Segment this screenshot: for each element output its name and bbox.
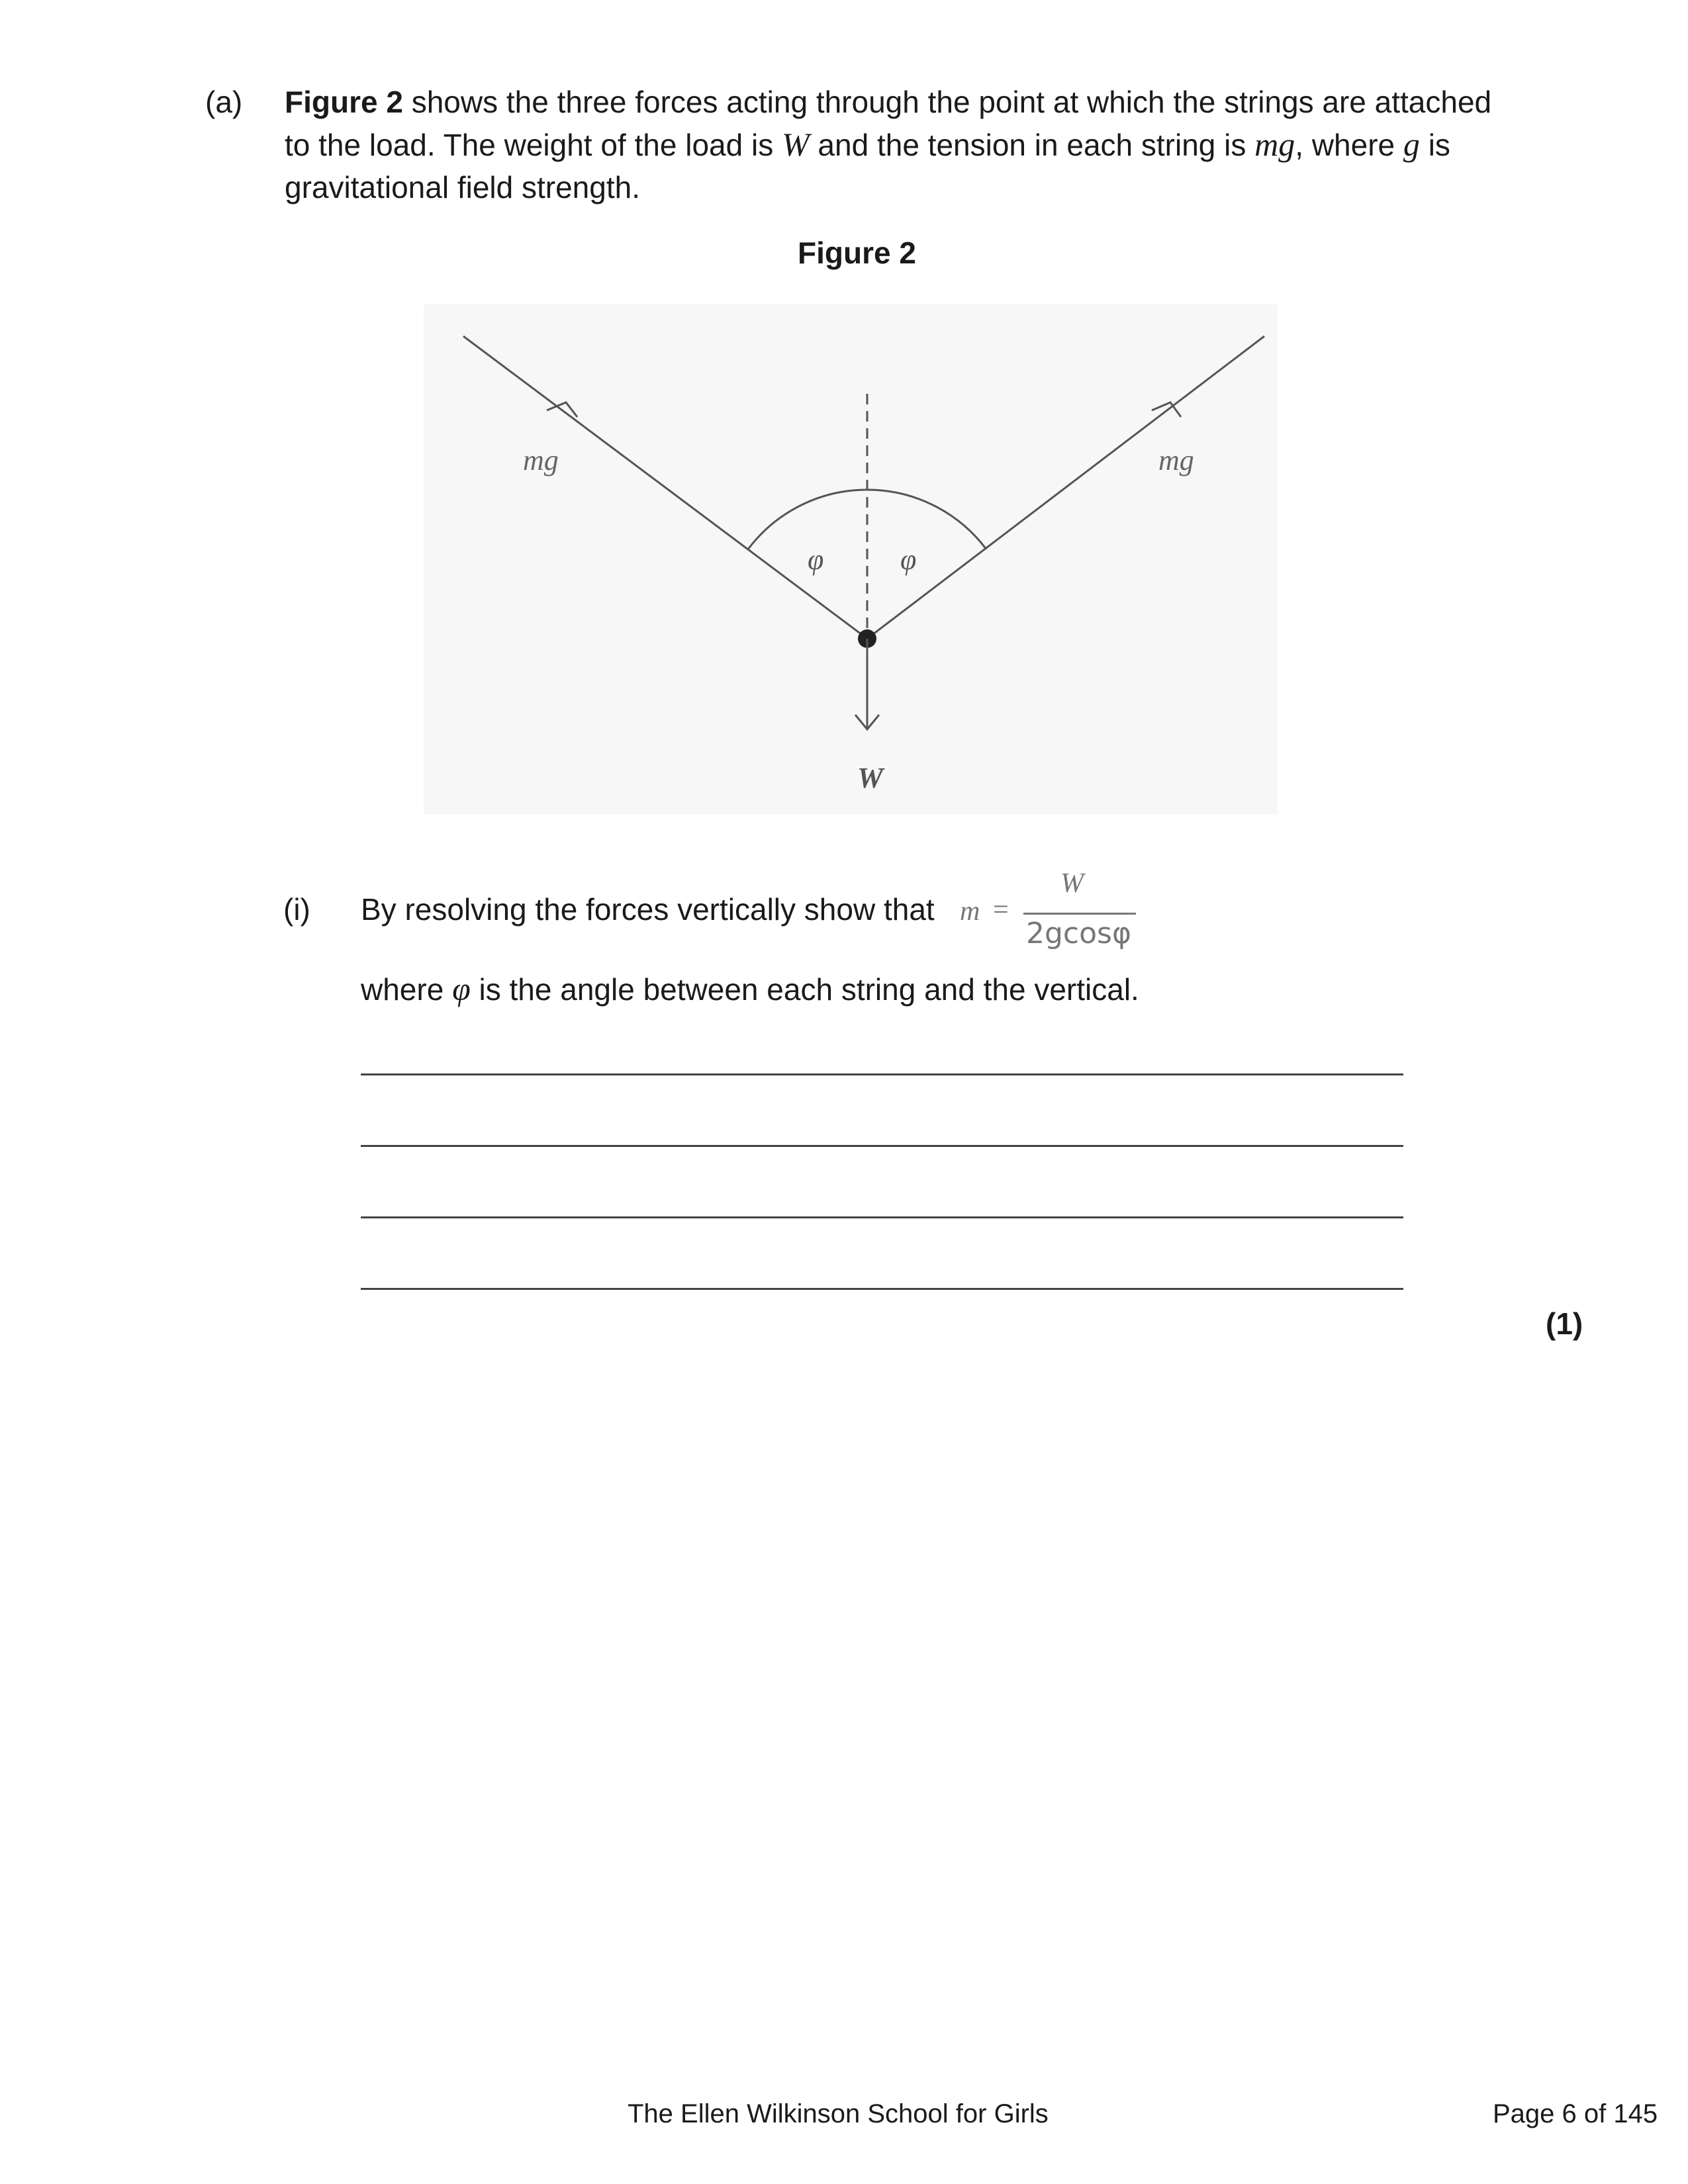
equation-denominator: 2gcosφ [1026,917,1131,950]
footer-school: The Ellen Wilkinson School for Girls [628,2099,1049,2128]
subpart-label: (i) [283,892,310,927]
footer-page-number: Page 6 of 145 [1493,2099,1658,2128]
question-intro [285,81,1542,208]
intro-text-1: shows the three forces acting through the point at which the strings are attached [402,85,1492,119]
where-statement [361,968,1139,1011]
force-diagram [424,304,1278,814]
intro-line-2 [285,123,1542,166]
figure-background [424,304,1278,814]
right-angle-label: φ [900,543,917,576]
intro-text-3: and the tension in each string is [809,128,1255,162]
intro-text-2: to the load. The weight of the load is [285,128,782,162]
where-prefix: where [361,972,453,1007]
fraction-bar [1023,913,1136,915]
intro-line-3: gravitational field strength. [285,170,640,205]
where-suffix: is the angle between each string and the vertical. [470,972,1139,1007]
equation-numerator: W [1060,868,1084,899]
part-label: (a) [205,85,243,119]
weight-label: W [857,762,884,794]
variable-g: g [1403,126,1420,163]
answer-line-3[interactable] [361,1216,1403,1218]
equation-lhs: m [960,896,980,927]
figure-reference: Figure 2 [285,85,403,119]
variable-W: W [781,126,810,163]
left-angle-label: φ [808,543,824,576]
intro-line-1 [285,81,1542,123]
answer-line-1[interactable] [361,1073,1403,1075]
intro-text-4: , where [1295,128,1403,162]
variable-mg: mg [1254,126,1295,163]
right-force-label: mg [1158,444,1194,477]
figure-caption: Figure 2 [798,236,916,270]
marks-allocation: (1) [1546,1306,1583,1341]
intro-text-5: is [1419,128,1450,162]
subpart-prompt: By resolving the forces vertically show that [361,892,935,927]
answer-line-2[interactable] [361,1145,1403,1147]
left-force-label: mg [523,444,559,477]
equation-equals: = [993,895,1009,925]
variable-phi: φ [452,970,471,1007]
answer-line-4[interactable] [361,1288,1403,1290]
equation [960,870,1145,956]
